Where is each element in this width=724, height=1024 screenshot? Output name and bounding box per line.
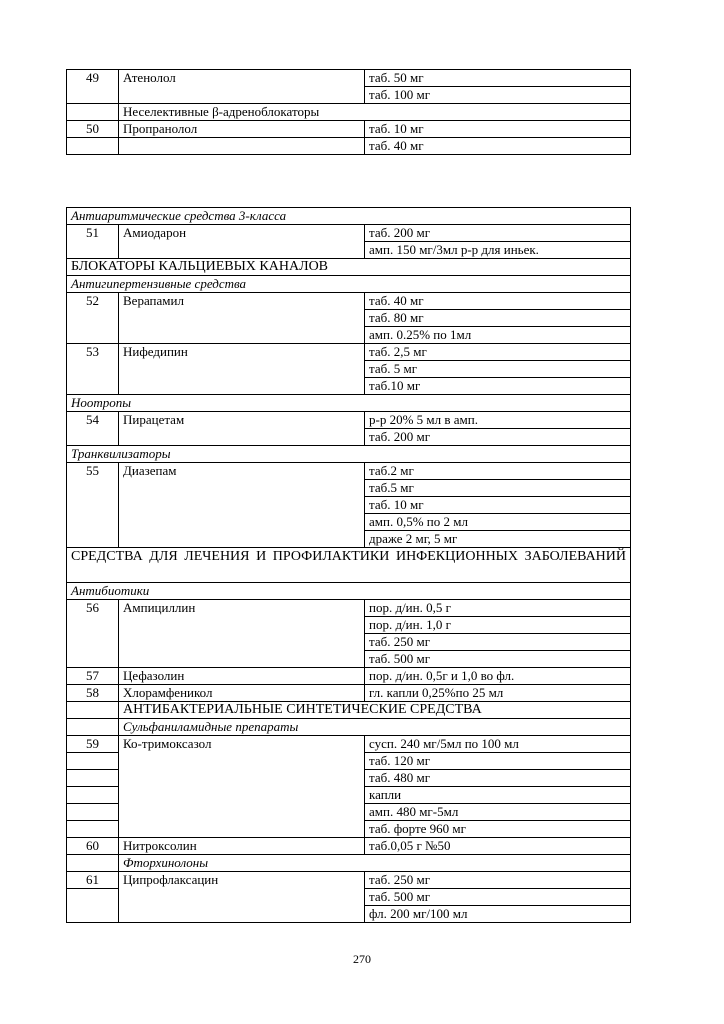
section-heading: АНТИБАКТЕРИАЛЬНЫЕ СИНТЕТИЧЕСКИЕ СРЕДСТВА [119,702,631,719]
row-number: 58 [67,685,119,702]
table-row [67,872,631,889]
dosage-form: капли [365,787,631,804]
table-row [67,208,631,225]
dosage-form: таб. 250 мг [365,872,631,889]
row-number: 60 [67,838,119,855]
table-row [67,736,631,753]
dosage-form: таб. 250 мг [365,634,631,651]
row-number: 49 [67,70,119,104]
main-drug-table [66,207,631,923]
dosage-form: таб. 2,5 мг [365,344,631,361]
table-row [67,668,631,685]
drug-name: Ампициллин [119,600,365,668]
dosage-form: таб. 40 мг [365,138,631,155]
table-row [67,259,631,276]
dosage-form: амп. 150 мг/3мл р-р для иньек. [365,242,631,259]
dosage-form: таб. 120 мг [365,753,631,770]
dosage-form: сусп. 240 мг/5мл по 100 мл [365,736,631,753]
dosage-form: таб. 500 мг [365,651,631,668]
row-number: 59 [67,736,119,753]
dosage-form: р-р 20% 5 мл в амп. [365,412,631,429]
dosage-form: таб. 480 мг [365,770,631,787]
dosage-form: таб. форте 960 мг [365,821,631,838]
drug-name: Цефазолин [119,668,365,685]
dosage-form: таб. 200 мг [365,225,631,242]
section-heading: Ноотропы [67,395,631,412]
dosage-form: таб.5 мг [365,480,631,497]
row-number: 61 [67,872,119,889]
row-number: 54 [67,412,119,446]
table-row [67,719,631,736]
section-heading: Антибиотики [67,583,631,600]
drug-name: Верапамил [119,293,365,344]
table-row [67,344,631,361]
drug-name: Нифедипин [119,344,365,395]
page-number: 270 [353,952,371,966]
drug-name: Амиодарон [119,225,365,259]
table-row [67,225,631,242]
drug-name: Ципрофлаксацин [119,872,365,923]
drug-name: Нитроксолин [119,838,365,855]
table-row [67,276,631,293]
table-row [67,583,631,600]
row-number: 55 [67,463,119,548]
dosage-form: амп. 0.25% по 1мл [365,327,631,344]
row-number: 51 [67,225,119,259]
row-number: 50 [67,121,119,138]
row-number: 56 [67,600,119,668]
table-row [67,138,631,155]
section-heading: Фторхинолоны [119,855,631,872]
dosage-form: таб. 100 мг [365,87,631,104]
section-heading: Сульфаниламидные препараты [119,719,631,736]
dosage-form: таб. 200 мг [365,429,631,446]
table-row [67,600,631,617]
drug-name: Ко-тримоксазол [119,736,365,838]
dosage-form: таб. 500 мг [365,889,631,906]
dosage-form: таб. 10 мг [365,497,631,514]
dosage-form: гл. капли 0,25%по 25 мл [365,685,631,702]
table-row [67,685,631,702]
table-row [67,293,631,310]
section-heading: Неселективные β-адреноблокаторы [119,104,631,121]
row-number: 53 [67,344,119,395]
table-row [67,463,631,480]
table-row [67,838,631,855]
dosage-form: таб.0,05 г №50 [365,838,631,855]
drug-name: Хлорамфеникол [119,685,365,702]
top-drug-table [66,69,631,155]
dosage-form: пор. д/ин. 1,0 г [365,617,631,634]
drug-name: Диазепам [119,463,365,548]
dosage-form: таб. 40 мг [365,293,631,310]
table-row [67,855,631,872]
dosage-form: таб. 10 мг [365,121,631,138]
section-heading: СРЕДСТВА ДЛЯ ЛЕЧЕНИЯ И ПРОФИЛАКТИКИ ИНФЕКЦИОННЫХ ЗАБОЛЕВАНИЙ [67,548,631,583]
table-row [67,702,631,719]
table-row [67,395,631,412]
dosage-form: пор. д/ин. 0,5г и 1,0 во фл. [365,668,631,685]
section-heading: Антиаритмические средства 3-класса [67,208,631,225]
dosage-form: таб. 80 мг [365,310,631,327]
dosage-form: амп. 0,5% по 2 мл [365,514,631,531]
table-row [67,446,631,463]
table-row [67,548,631,583]
section-heading: БЛОКАТОРЫ КАЛЬЦИЕВЫХ КАНАЛОВ [67,259,631,276]
dosage-form: таб. 50 мг [365,70,631,87]
dosage-form: таб.2 мг [365,463,631,480]
row-number: 57 [67,668,119,685]
dosage-form: фл. 200 мг/100 мл [365,906,631,923]
drug-name: Пирацетам [119,412,365,446]
dosage-form: таб.10 мг [365,378,631,395]
dosage-form: амп. 480 мг-5мл [365,804,631,821]
dosage-form: пор. д/ин. 0,5 г [365,600,631,617]
row-number: 52 [67,293,119,344]
drug-name: Атенолол [119,70,365,104]
dosage-form: таб. 5 мг [365,361,631,378]
table-row [67,70,631,87]
table-row [67,121,631,138]
section-heading: Антигипертензивные средства [67,276,631,293]
drug-name: Пропранолол [119,121,365,138]
dosage-form: драже 2 мг, 5 мг [365,531,631,548]
section-heading: Транквилизаторы [67,446,631,463]
table-row [67,412,631,429]
table-row [67,104,631,121]
